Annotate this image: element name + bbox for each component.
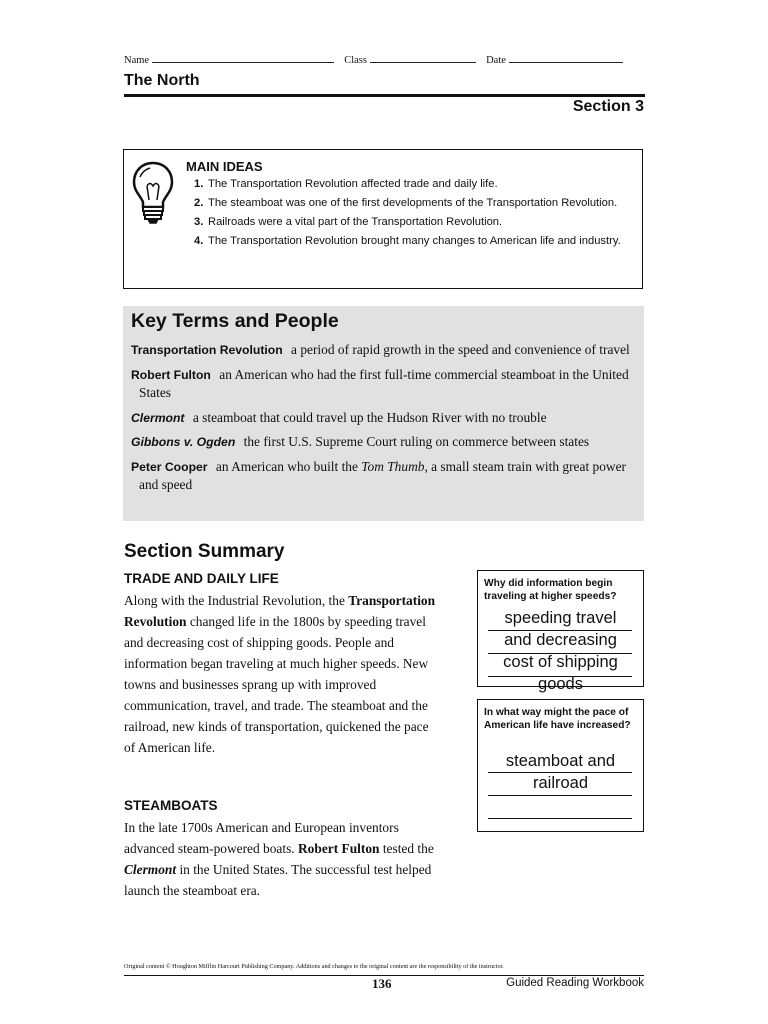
- key-terms-heading: Key Terms and People: [131, 310, 339, 332]
- page-number: 136: [372, 976, 392, 991]
- key-term-item: [131, 433, 636, 452]
- key-terms-box: [123, 306, 644, 521]
- key-term-definition: the first U.S. Supreme Court ruling on commerce between states: [243, 434, 590, 449]
- key-term-definition: an American who had the first full-time commercial steamboat in the United States: [139, 366, 629, 400]
- key-terms-list: [131, 341, 636, 501]
- topic-title: The North: [124, 72, 200, 89]
- key-term: Gibbons v. Ogden: [131, 435, 236, 449]
- trade-paragraph: Along with the Industrial Revolution, the Transportation Revolution changed life in the 1800s by speeding travel and decreasing cost of shipping goods. People and information began traveling at much higher speeds. New towns and businesses sprang up with improved communication, travel, and trade. The steamboat and the railroad, new kinds of transportation, quickened the pace of American life.: [124, 593, 436, 755]
- copyright-notice: Original content © Houghton Mifflin Harcourt Publishing Company. Additions and changes to the original content are the responsibility of the instructor.: [124, 963, 504, 970]
- list-item: 2. The steamboat was one of the first developments of the Transportation Revolution.: [194, 197, 618, 209]
- class-field[interactable]: [370, 52, 476, 63]
- key-term: Clermont: [131, 410, 185, 425]
- list-item: 4. The Transportation Revolution brought many changes to American life and industry.: [194, 235, 621, 247]
- question-box-2: [477, 699, 644, 832]
- key-term-definition: an American who built the Tom Thumb, a small steam train with great power and speed: [139, 458, 626, 492]
- key-term-item: [131, 458, 636, 495]
- trade-heading: TRADE AND DAILY LIFE: [124, 571, 279, 586]
- title-rule: [124, 94, 645, 97]
- answer-text[interactable]: steamboat and railroad: [505, 752, 616, 792]
- key-term-item: [131, 366, 636, 403]
- steamboats-heading: STEAMBOATS: [124, 798, 218, 813]
- key-term: Robert Fulton: [131, 367, 211, 382]
- key-term-definition: a period of rapid growth in the speed and convenience of travel: [291, 342, 630, 357]
- question-text: In what way might the pace of American life have increased?: [484, 707, 631, 731]
- workbook-title: Guided Reading Workbook: [506, 977, 644, 989]
- date-field[interactable]: [509, 52, 623, 63]
- date-label: Date: [486, 55, 506, 66]
- list-item: 1. The Transportation Revolution affected trade and daily life.: [194, 178, 498, 190]
- steamboats-paragraph: In the late 1700s American and European inventors advanced steam-powered boats. Robert Fulton tested the Clermont in the United States. The successful test helped launch the steamboat era.: [124, 820, 434, 898]
- list-item: 3. Railroads were a vital part of the Transportation Revolution.: [194, 216, 503, 228]
- main-ideas-heading: MAIN IDEAS: [186, 159, 263, 174]
- section-number: Section 3: [572, 98, 644, 115]
- main-ideas-list: [194, 177, 626, 253]
- name-field[interactable]: [152, 52, 334, 63]
- key-term: Peter Cooper: [131, 459, 208, 474]
- section-summary-heading: Section Summary: [124, 541, 285, 562]
- question-text: Why did information begin traveling at higher speeds?: [484, 578, 617, 602]
- key-term-item: [131, 341, 636, 360]
- question-box-1: [477, 570, 644, 693]
- main-ideas-box: [123, 149, 643, 289]
- class-label: Class: [344, 55, 367, 66]
- key-term: Transportation Revolution: [131, 343, 283, 357]
- student-info-line: [124, 52, 644, 66]
- answer-text[interactable]: speeding travel and decreasing cost of shipping goods: [503, 609, 618, 693]
- key-term-definition: a steamboat that could travel up the Hudson River with no trouble: [192, 409, 547, 425]
- key-term-item: [131, 409, 636, 428]
- name-label: Name: [124, 55, 150, 66]
- lightbulb-icon: [130, 160, 176, 226]
